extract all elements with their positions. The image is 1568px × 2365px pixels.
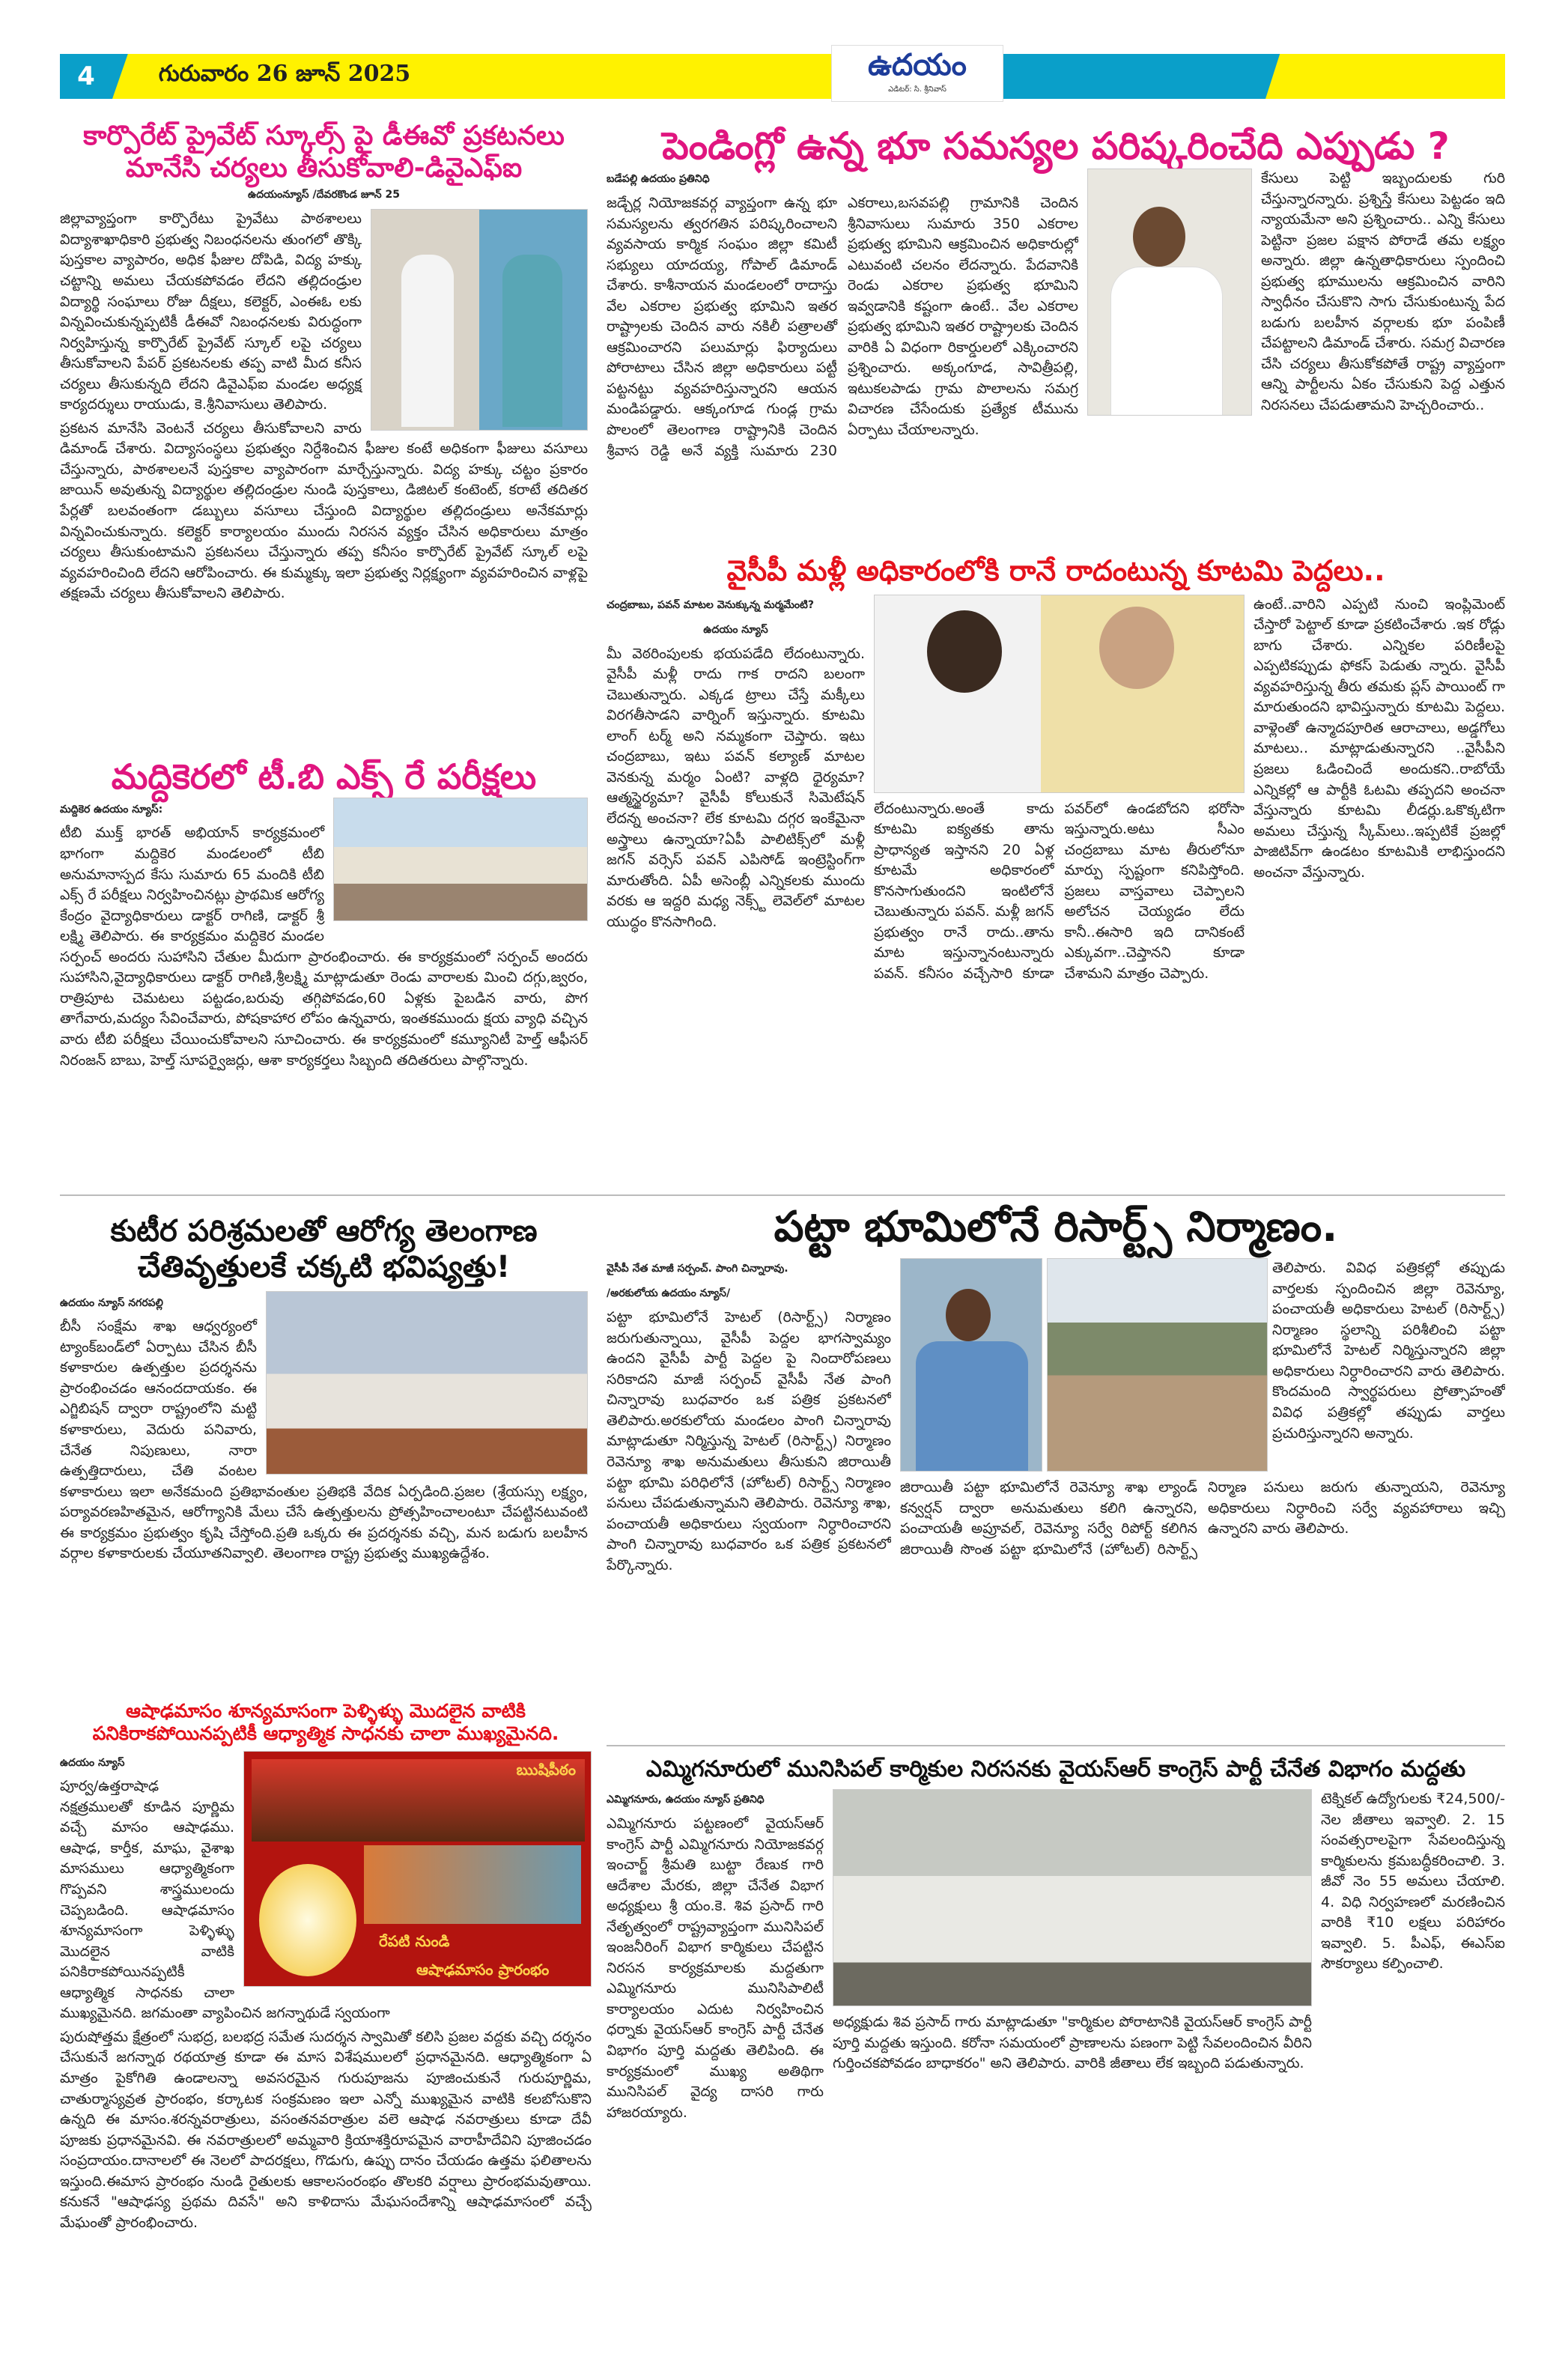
- article-7-headline: పట్టా భూమిలోనే రిసార్ట్స్ నిర్మాణం.: [774, 1203, 1338, 1251]
- article-3-subhead: చంద్రబాబు, పవన్ మాటల వెనుక్కున్న మర్మమేంటి?: [607, 598, 814, 611]
- article-7-subhead: వైసీపీ నేత మాజీ సర్పంచ్. పాంగి చిన్నారావు.: [607, 1263, 788, 1275]
- article-7-photo-site: [1047, 1258, 1268, 1472]
- article-7-body-right: [1272, 1258, 1505, 1472]
- article-4: [60, 756, 588, 1183]
- article-5-headline-line2: చేతివృత్తులకే చక్కటి భవిష్యత్తు!: [137, 1250, 511, 1284]
- article-1: [60, 120, 588, 723]
- article-3-headline: వైసీపీ మళ్లీ అధికారంలోకి రానే రాదంటున్న కూటమి పెద్దలు..: [726, 554, 1385, 587]
- article-3-paragraph: లేదంటున్నారు.అంతే కాదు కూటమి ఐక్యతకు తాను ప్రాధాన్యత ఇస్తానని 20 ఏళ్ల కూటమే అధికారంలో కొనసాగుతుందని ఇంటిలోనే చెబుతున్నారు పవన్. మళ్లీ జగన్ ప్రభుత్వం రానే రాదు..తాను మాట ఇస్తున్నానంటున్నారు పవన్. కనీసం వచ్చేసారి కూడా పవర్‌లో ఉండబోదని భరోసా ఇస్తున్నారు.అటు సీఎం చంద్రబాబు మాట తీరులోనూ మార్పు స్పష్టంగా కనిపిస్తోంది. ప్రజలు వాస్తవాలు చెప్పాలని అలోచన చెయ్యడం లేదు కానీ..ఈసారి ఇది దానికంటే ఎక్కువగా..చెప్తానని కూడా చేశామని మాత్రం చెప్పారు.: [874, 800, 1245, 982]
- ad-logo-text: ఋషిపీఠం: [516, 1761, 576, 1779]
- article-6-headline-line1: ఆషాఢమాసం శూన్యమాసంగా పెళ్ళిళ్ళు మొదలైన వాటికి: [126, 1700, 526, 1722]
- article-4-byline: మద్దికెర ఉదయం న్యూస్:: [60, 804, 163, 816]
- article-7: [607, 1202, 1505, 1681]
- article-4-headline: మద్దికెరలో టీ.బి ఎక్స్ రే పరీక్షలు: [111, 756, 537, 797]
- article-5-photo: [266, 1291, 588, 1475]
- article-7-photo-person: [900, 1258, 1042, 1472]
- article-1-headline: కార్పొరేట్ ప్రైవేట్ స్కూల్స్ పై డీఈవో ప్రకటనలు మానేసి చర్యలు తీసుకోవాలి-డివైఎఫ్ఐ: [83, 121, 565, 184]
- article-7-body-bottom: [900, 1478, 1505, 1681]
- article-6-headline-line2: పనికిరాకపోయినప్పటికీ ఆధ్యాత్మిక సాధనకు చాలా ముఖ్యమైనది.: [92, 1722, 559, 1744]
- article-7-paragraph: తెలిపారు. వివిధ పత్రికల్లో తప్పుడు వార్తలకు స్పందించిన జిల్లా రెవెన్యూ, పంచాయతీ అధికారులు హెటల్ (రిసార్ట్స్) నిర్మాణం స్థలాన్ని పరిశీలించి పట్టా భూమిలోనే హెటల్ నిర్మిస్తున్నారని జిల్లా అధికారులు నిర్ధారించారని వారు తెలిపారు. కొందమంది స్వార్థపరులు ప్రోత్సాహంతో వివిధ పత్రికల్లో తప్పుడు వార్తలు ప్రచురిస్తున్నారని అన్నారు.: [1272, 1260, 1505, 1442]
- article-1-body: [60, 209, 588, 723]
- article-8-photo: [833, 1789, 1312, 2006]
- divider: [60, 1194, 1505, 1196]
- issue-date: గురువారం 26 జూన్ 2025: [158, 61, 411, 87]
- article-3-paragraph: మీ వెఠరింపులకు భయపడేది లేదంటున్నారు. వైసీపీ మళ్లీ రాదు గాక రాదని బలంగా చెబుతున్నారు. ఎక్కడ ట్రాలు చేస్తే మక్కీలు విరగతీసాడని వార్నింగ్ ఇస్తున్నారు. కూటమి లాంగ్ టర్మ్ అని నమ్మకంగా చెప్తారు. ఇటు చంద్రబాబు, ఇటు పవన్ కల్యాణ్ మాటల వెనకున్న మర్మం ఏంటి? వాళ్లది ధైర్యమా? ఆత్మస్థైర్యమా? వైసీపీ కోలుకునే సిమెటేషన్ లేదన్న అంచనా? లేక కూటమి దగ్గర ఇంకేమైనా అస్త్రాలు ఉన్నాయా?ఏపీ పాలిటిక్స్‌లో మళ్లీ జగన్ వర్సెస్ పవన్ ఎపిసోడ్ ఇంట్రెస్టింగ్‌గా మారుతోంది. ఏపీ అసెంబ్లీ ఎన్నికలకు ముందు వరకు ఆ ఇద్దరి మధ్య నెక్స్ట్ లెవెల్‌లో మాటల యుద్ధం కొనసాగింది.: [607, 645, 865, 930]
- article-1-photo: [371, 209, 588, 431]
- divider: [607, 1745, 1505, 1746]
- article-4-body: [60, 798, 588, 1183]
- article-3-photo: [874, 595, 1245, 793]
- ad-text-1: రేపటి నుండి: [379, 1932, 450, 1950]
- article-3-body-mid: [874, 799, 1245, 1187]
- page-number: 4: [77, 61, 95, 91]
- ad-text-2: ఆషాఢమాసం ప్రారంభం: [416, 1961, 550, 1979]
- article-8-headline: ఎమ్మిగనూరులో మునిసిపల్ కార్మికుల నిరసనకు వైయస్ఆర్ కాంగ్రెస్ పార్టీ చేనేత విభాగం మద్దతు: [645, 1756, 1466, 1782]
- article-5-byline: ఉదయం న్యూస్ నగరపల్లి: [60, 1297, 163, 1309]
- article-4-photo: [333, 798, 588, 921]
- article-4-paragraph: టీబి ముక్త్ భారత్ అభియాన్ కార్యక్రమంలో భాగంగా మద్దికెర మండలంలో టీబి అనుమానాస్పద కేసు సుమారు 65 మందికి టీబి ఎక్స్ రే పరీక్షలు నిర్వహించినట్లు ప్రాథమిక ఆరోగ్య కేంద్రం వైద్యాధికారులు డాక్టర్ రాగిణి, డాక్టర్ శ్రీ లక్ష్మి తెలిపారు. ఈ కార్యక్రమం మద్దికెర మండల సర్పంచ్ అందరు సుహాసిని చేతుల మీదుగా ప్రారంభించారు. ఈ కార్యక్రమంలో సర్పంచ్ అందరు సుహాసిని,వైద్యాధికారులు డాక్టర్ రాగిణి,శ్రీలక్ష్మి మాట్లాడుతూ రెండు వారాలకు మించి దగ్గు,జ్వరం, రాత్రిపూట చెమటలు పట్టడం,బరువు తగ్గిపోవడం,60 ఏళ్లకు పైబడిన వారు, పొగ తాగేవారు,మద్యం సేవించేవారు, పోషకాహార లోపం ఉన్నవారు, ఇంతకముందు క్షయ వ్యాధి వచ్చిన వారు టీబి పరీక్షలు చేయించుకోవాలని సూచించారు. ఈ కార్యక్రమంలో కమ్యూనిటీ హెల్త్ ఆఫీసర్ నిరంజన్ బాబు, హెల్త్ సూపర్వైజర్లు, ఆశా కార్యకర్తలు సిబ్బంది తదితరులు పాల్గొన్నారు.: [60, 825, 588, 1069]
- article-2-headline: పెండింగ్లో ఉన్న భూ సమస్యల పరిష్కరించేది ఎప్పుడు ?: [662, 124, 1450, 168]
- article-5-body: [60, 1291, 588, 1678]
- article-8-paragraph: అధ్యక్షుడు శివ ప్రసాద్ గారు మాట్లాడుతూ "కార్మికుల పోరాటానికి వైయస్ఆర్ కాంగ్రెస్ పార్టీ పూర్తి మద్దతు ఇస్తుంది. కరోనా సమయంలో ప్రాణాలను పణంగా పెట్టి సేవలందించిన వీరిని గుర్తించకపోవడం బాధాకరం" అని తెలిపారు. వారికి జీతాలు లేక ఇబ్బంది పడుతున్నారు.: [833, 2014, 1312, 2072]
- article-7-paragraph: పట్టా భూమిలోనే హెటల్ (రిసార్ట్స్) నిర్మాణం జరుగుతున్నాయి, వైసీపీ పెద్దల భాగస్వామ్యం ఉందని వైసీపీ పార్టీ పెద్దల పై నిందారోపణలు సరికాదని మాజీ సర్పంచ్ వైసీపీ నేత పాంగి చిన్నారావు బుధవారం ఒక పత్రిక ప్రకటనలో తెలిపారు.అరకులోయ మండలం పాంగి చిన్నారావు మాట్లాడుతూ నిర్మిస్తున్న హెటల్ (రిసార్ట్స్) నిర్మాణం రెవెన్యూ శాఖ అనుమతులు తీసుకుని జిరాయితీ పట్టా భూమి పరిధిలోనే (హోటల్) రిసార్ట్స్ నిర్మాణం పనులు చేపడుతున్నామని తెలిపారు. రెవెన్యూ శాఖ, పంచాయతీ అధికారులు స్వయంగా నిర్ధారించారని పాంగి చిన్నారావు బుధవారం ఒక పత్రిక ప్రకటనలో పేర్కొన్నారు.: [607, 1309, 891, 1573]
- article-8: [607, 1756, 1505, 2325]
- article-7-paragraph: జిరాయితీ పట్టా భూమిలోనే రెవెన్యూ శాఖ ల్యాండ్ కన్వర్షన్ ద్వారా అనుమతులు కలిగి ఉన్నారని, పంచాయతీ అప్రూవల్, రెవెన్యూ సర్వే రిపోర్ట్ కలిగిన జిరాయితీ సొంత పట్టా భూమిలోనే (హోటల్) రిసార్ట్స్ నిర్మాణ పనులు జరుగు తున్నాయని, రెవెన్యూ అధికారులు నిర్ధారించి సర్వే వ్యవహారాలు ఇచ్చి ఉన్నారని వారు తెలిపారు.: [900, 1479, 1505, 1558]
- logo-name: ఉదయం: [868, 47, 967, 82]
- article-8-byline: ఎమ్మిగనూరు, ఉదయం న్యూస్ ప్రతినిధి: [607, 1794, 765, 1806]
- article-8-body-mid: [833, 2012, 1312, 2325]
- article-7-body-left: [607, 1308, 891, 1681]
- article-3-paragraph: ఉంటే..వారిని ఎప్పటి నుంచి ఇంప్లిమెంట్ చేస్తారో పెట్టాల్ కూడా ప్రకటించేశారు .ఇక రోడ్లు బాగు చేశారు. ఎన్నికల పరిణీలపై ఎప్పటికప్పుడు ఫోకస్ పెడుతు న్నారు. వైసీపీ వ్యవహరిస్తున్న తీరు తమకు ప్లస్ పాయింట్ గా మారుతుందని భావిస్తున్నారు కూటమి పెద్దలు. వాళ్లెంతో ఉన్మాదపూరిత ఆరాచాలు, అడ్డగోలు మాటలు.. మాట్లాడుతున్నారని ..వైసీపీని ప్రజలు ఓడించిందే అందుకని..రాబోయే ఎన్నికల్లో ఆ పార్టీకి ఓటమి తప్పదని అంచనా వేస్తున్నారు కూటమి లీడర్లు.ఒకొక్కటిగా అమలు చేస్తున్న స్కీమ్‌లు..ఇప్పటికే ప్రజల్లో పాజిటివ్‌గా ఉండటం కూటమికి లాభిస్తుందని అంచనా వేస్తున్నారు.: [1254, 595, 1505, 881]
- article-2-body: [607, 193, 1078, 547]
- logo-tagline: ఎడిటర్: సి. శ్రీనివాస్: [888, 85, 946, 94]
- article-2-paragraph: జడ్చేర్ల నియోజకవర్గ వ్యాప్తంగా ఉన్న భూ సమస్యలను త్వరగతిన పరిష్కరించాలని వ్యవసాయ కార్మిక సంఘం జిల్లా కమిటీ సభ్యులు యాదయ్య, గోపాల్ డిమాండ్ చేశారు. కాశీనాయన మండలంలో రాదాస్తు వేల ఎకరాల ప్రభుత్వ భూమిని ఇతర రాష్ట్రాలకు చెందిన వారు నకిలీ పత్రాలతో ఆక్రమించారని పలుమార్లు ఫిర్యాదులు పోరాటాలు చేసిన జిల్లా అధికారులు పట్టీ పట్టనట్టు వ్యవహరిస్తున్నారని ఆయన మండిపడ్డారు. ఆక్కంగూడ గుండ్ల గ్రామ పొలంలో తెలంగాణ రాష్ట్రానికి చెందిన శ్రీవాస రెడ్డి అనే వ్యక్తి సుమారు 230 ఎకరాలు,బసవపల్లి గ్రామానికి చెందిన శ్రీనివాసులు సుమారు 350 ఎకరాల ప్రభుత్వ భూమిని ఆక్రమించిన అధికారుల్లో ఎటువంటి చలనం లేదన్నారు. పేదవానికి రెండు ఎకరాల ప్రభుత్వ భూమిని ఇవ్వడానికి కష్టంగా ఉంటే.. వేల ఎకరాల ప్రభుత్వ భూమిని ఇతర రాష్ట్రాలకు చెందిన వారికి ఏ విధంగా రికార్డులలో ఎక్కించారని ప్రశ్నించారు. అక్కంగూడ, సావిత్రీపల్లి, ఇటుకలపాడు గ్రామ పొలాలను సమగ్ర విచారణ చేసేందుకు ప్రత్యేక టీమును ఏర్పాటు చేయాలన్నారు.: [607, 195, 1078, 459]
- article-1-paragraph: ప్రకటన మానేసి వెంటనే చర్యలు తీసుకోవాలని వారు డిమాండ్ చేశారు. విద్యాసంస్థలు ప్రభుత్వం నిర్దేశించిన ఫీజుల కంటే అధికంగా ఫీజులు వసూలు చేస్తున్నారు, పాఠశాలలనే పుస్తకాల వ్యాపారంగా మార్చేస్తున్నారు. విద్య హక్కు చట్టం ప్రకారం జాయిన్ అవుతున్న విద్యార్థుల తల్లిదండ్రుల నుండి పుస్తకాలు, డిజిటల్ కంటెంట్, కరాటే తదితర పేర్లతో బలవంతంగా డబ్బులు వసూలు చేస్తుంది విద్యార్థుల తల్లిదండ్రులు అనేకమార్లు విన్నవించుకున్నారు. కలెక్టర్ కార్యాలయం ముందు నిరసన వ్యక్తం చేసిన అధికారులు మాత్రం చర్యలు తీసుకుంటామని ప్రకటనలు చేస్తున్నారు తప్ప కనీసం కార్పొరేట్ ప్రైవేట్ స్కూల్ లపై వ్యవహరించింది లేదని ఆరోపించారు. ఈ కుమ్మక్కు ఇలా ప్రభుత్వ నిర్లక్ష్యంగా వ్యవహరించిన వాళ్లపై తక్షణమే చర్యలు తీసుకోవాలని తెలిపారు.: [60, 419, 588, 602]
- article-6-paragraph: పురుషోత్తమ క్షేత్రంలో సుభద్ర, బలభద్ర సమేత సుదర్శన స్వామితో కలిసి ప్రజల వద్దకు వచ్చి దర్శనం చేసుకునే జగన్నాథ రథయాత్ర కూడా ఈ మాస విశేషములలో ప్రధానమైనది. ఆధ్యాత్మికంగా ఏ మాత్రం పైకోగితి ఉండాలన్నా అవసరమైన గురుపూజను పూజించుకునే గురుపూర్ణిమ, చాతుర్మాస్యవ్రత ప్రారంభం, కర్కాటక సంక్రమణం ఇలా ఎన్నో ముఖ్యమైన వాటికి కలబోసుకొని ఉన్నది ఈ మాసం.శరన్నవరాత్రులు, వసంతనవరాత్రుల వలె ఆషాఢ నవరాత్రులు కూడా దేవీ పూజకు ప్రధానమైనవి. ఈ నవరాత్రులలో అమ్మవారి క్రియాశక్తిరూపమైన వారాహీదేవిని పూజించడం సంప్రదాయం.దానాలలో ఈ నెలలో పాదరక్షలు, గొడుగు, ఉప్పు దానం చేయడం ఉత్తమ ఫలితాలను ఇస్తుంది.ఈమాస ప్రారంభం నుండి రైతులకు ఆకాలసంరంభం తొలకరి వర్షాలు ప్రారంభమవుతాయి. కనుకనే "ఆషాఢస్య ప్రథమ దివసే" అని కాళిదాసు మేఘసందేశాన్ని ఆషాఢమాసంలో వచ్చే మేఘంతో ప్రారంభించారు.: [60, 2028, 592, 2231]
- article-3: [607, 554, 1505, 1187]
- article-2-byline: బడేపల్లి ఉదయం ప్రతినిధి: [607, 173, 710, 185]
- article-6: [60, 1700, 592, 2325]
- article-8-body-left: [607, 1814, 824, 2325]
- article-6-byline: ఉదయం న్యూస్: [60, 1757, 125, 1769]
- article-7-byline: /అరకులోయ ఉదయం న్యూస్/: [607, 1287, 731, 1300]
- article-8-paragraph: ఎమ్మిగనూరు పట్టణంలో వైయస్ఆర్ కాంగ్రెస్ పార్టీ ఎమ్మిగనూరు నియోజకవర్గ ఇంచార్జ్ శ్రీమతి బుట్టా రేణుక గారి ఆదేశాల మేరకు, జిల్లా చేనేత విభాగ అధ్యక్షులు శ్రీ యం.కె. శివ ప్రసాద్ గారి నేతృత్వంలో రాష్ట్రవ్యాప్తంగా మునిసిపల్ ఇంజనీరింగ్ విభాగ కార్మికులు చేపట్టిన నిరసన కార్యక్రమాలకు మద్దతుగా ఎమ్మిగనూరు మునిసిపాలిటీ కార్యాలయం ఎదుట నిర్వహించిన ధర్నాకు వైయస్ఆర్ కాంగ్రెస్ పార్టీ చేనేత విభాగం పూర్తి మద్దతు తెలిపింది. ఈ కార్యక్రమంలో ముఖ్య అతిథిగా మునిసిపల్ వైద్య దాసరి గారు హాజరయ్యారు.: [607, 1815, 824, 2121]
- article-3-body-right: [1254, 595, 1505, 1187]
- article-3-byline: ఉదయం న్యూస్: [703, 623, 768, 636]
- article-2: [607, 124, 1505, 547]
- header-right-band: [1265, 54, 1505, 99]
- article-5: [60, 1213, 588, 1678]
- article-2-paragraph: కేసులు పెట్టి ఇబ్బందులకు గురి చేస్తున్నారన్నారు. ప్రశ్నిస్తే కేసులు పెట్టడం ఇది న్యాయమేనా అని ప్రశ్నించారు.. ఎన్ని కేసులు పెట్టినా ప్రజల పక్షాన పోరాడే తమ లక్ష్యం అన్నారు. జిల్లా ఉన్నతాధికారులు స్పందించి ప్రభుత్వ భూములను ఆక్రమించిన వారిని స్వాధీనం చేసుకొని సాగు చేసుకుంటున్న పేద బడుగు బలహీన వర్గాలకు భూ పంపిణీ చేపట్టాలని డిమాండ్ చేశారు. సమగ్ర విచారణ చేసి చర్యలు తీసుకోకపోతే రాష్ట్ర వ్యాప్తంగా ఆన్ని పార్టీలను ఏకం చేసుకుని పెద్ద ఎత్తున నిరసనలు చేపడుతామని హెచ్చరించారు..: [1261, 170, 1505, 414]
- article-2-body-right: [1261, 169, 1505, 547]
- article-6-body: [60, 1751, 592, 2325]
- article-8-paragraph: టెక్నికల్ ఉద్యోగులకు ₹24,500/- నెల జీతాలు ఇవ్వాలి. 2. 15 సంవత్సరాలపైగా సేవలందిస్తున్న కార్మికులను క్రమబద్ధీకరించాలి. 3. జీవో నెం 55 అమలు చేయాలి. 4. విధి నిర్వహణలో మరణించిన వారికి ₹10 లక్షలు పరిహారం ఇవ్వాలి. 5. పీఎఫ్, ఈఎస్ఐ సౌకర్యాలు కల్పించాలి.: [1321, 1791, 1505, 1973]
- article-8-body-right: [1321, 1789, 1505, 2325]
- article-5-paragraph: బీసీ సంక్షేమ శాఖ ఆధ్వర్యంలో ట్యాంక్‌బండ్‌లో ఏర్పాటు చేసిన బీసీ కళాకారుల ఉత్పత్తుల ప్రదర్శనను ప్రారంభించడం ఆనందదాయకం. ఈ ఎగ్జిబిషన్ ద్వారా రాష్ట్రంలోని మట్టి కళాకారులు, వెదురు పనివారు, చేనేత నిపుణులు, నారా ఉత్పత్తిదారులు, చేతి వంటల కళాకారులు ఇలా అనేకమంది ప్రతిభావంతుల ప్రతిభకి వేదిక ఏర్పడింది.ప్రజల (శ్రేయస్సు లక్ష్యం, పర్యావరణహితమైన, ఆరోగ్యానికి మేలు చేసే ఉత్పత్తులను ప్రోత్సహించాలంటూ చేపట్టినటువంటి ఈ కార్యక్రమం ప్రభుత్వం కృషి చేస్తోంది.ప్రతి ఒక్కరు ఈ ప్రదర్శనకు వచ్చి, మన బడుగు బలహీన వర్గాల కళాకారులకు చేయూతనివ్వాలి. తెలంగాణ రాష్ట్ర ప్రభుత్వ ముఖ్యఉద్దేశం.: [60, 1318, 588, 1562]
- article-1-paragraph: జిల్లావ్యాప్తంగా కార్పొరేటు ప్రైవేటు పాఠశాలలు విద్యాశాఖాధికారి ప్రభుత్వ నిబంధనలను తుంగలో తొక్కి పుస్తకాల వ్యాపారం, అధిక ఫీజుల దోపిడి, విద్య హక్కు చట్టాన్ని అమలు చేయకపోవడం లేదని తల్లిదండ్రుల విద్యార్థి సంఘాలు రోజు దీక్షలు, కలెక్టర్, ఎంఈఓ లకు విన్నవించుకున్నప్పటికీ డీఈవో నిబంధనలకు విరుద్ధంగా నిర్వహిస్తున్న కార్పొరేట్ ప్రైవేట్ స్కూల్ లపై చర్యలు తీసుకోవాలని పేపర్ ప్రకటనలకు తప్ప వాటి మీద కనీస చర్యలు తీసుకున్నది లేదని డివైఎఫ్ఐ మండల అధ్యక్ష కార్యదర్శులు రాయుడు, కె.శ్రీనివాసులు తెలిపారు.: [60, 210, 362, 413]
- article-6-ad-image: [243, 1751, 592, 1987]
- article-5-headline-line1: కుటీర పరిశ్రమలతో ఆరోగ్య తెలంగాణ: [110, 1214, 538, 1248]
- article-2-photo: [1087, 169, 1252, 416]
- article-1-byline: ఉదయంన్యూస్ /దేవరకొండ జూన్ 25: [248, 189, 400, 201]
- article-3-body-left: [607, 644, 865, 1187]
- newspaper-logo: [831, 45, 1003, 102]
- article-6-paragraph: పూర్వ/ఉత్తరాషాఢ నక్షత్రములతో కూడిన పూర్ణిమ వచ్చే మాసం ఆషాఢము. ఆషాఢ, కార్తీక, మాఘ, వైశాఖ మాసములు ఆధ్యాత్మికంగా గొప్పవని శాస్త్రములందు చెప్పబడింది. ఆషాఢమాసం శూన్యమాసంగా పెళ్ళిళ్ళు మొదలైన వాటికి పనికిరాకపోయినప్పటికీ ఆధ్యాత్మిక సాధనకు చాలా ముఖ్యమైనది. జగమంతా వ్యాపించిన జగన్నాథుడే స్వయంగా: [60, 1778, 390, 2022]
